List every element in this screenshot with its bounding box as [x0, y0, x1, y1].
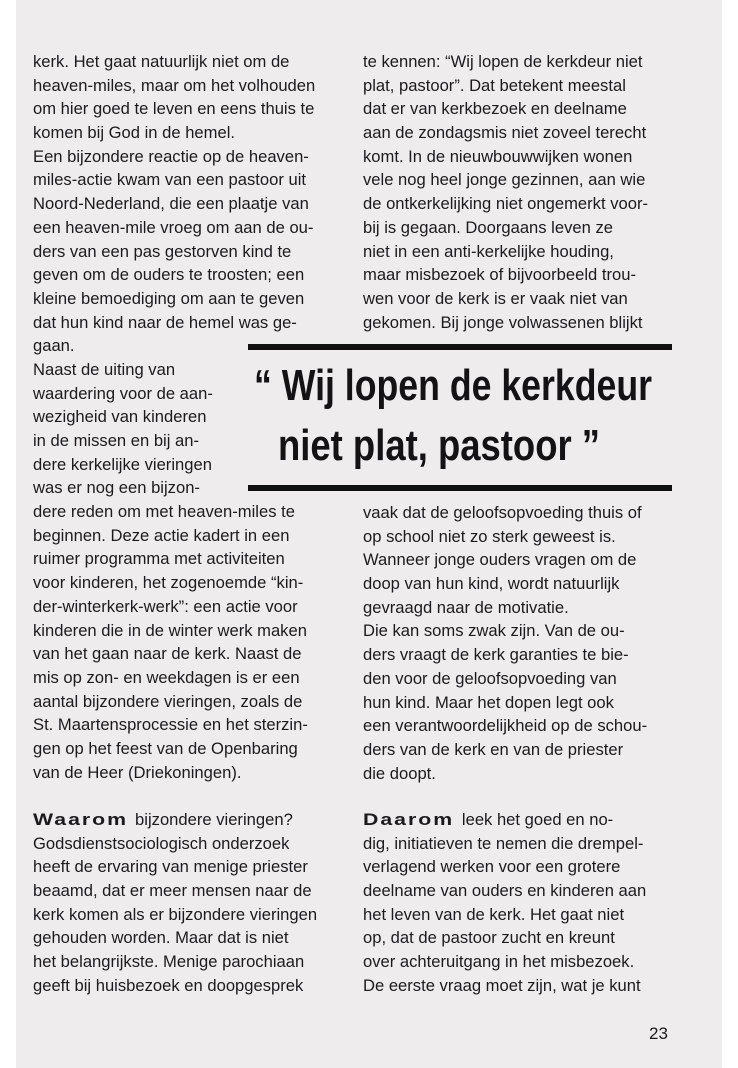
text-line: den voor de geloofsopvoeding van: [363, 668, 617, 688]
text-line: St. Maartensprocessie en het sterzin-: [33, 715, 308, 735]
text-line: verlagend werken voor een grotere: [363, 857, 621, 877]
text-line: ders van een pas gestorven kind te: [33, 241, 292, 261]
text-line: De eerste vraag moet zijn, wat je kunt: [363, 975, 641, 995]
text-line: doop van hun kind, wordt natuurlijk: [363, 574, 620, 594]
text-line: [363, 808, 646, 832]
text-line: hun kind. Maar het dopen legt ook: [363, 692, 614, 712]
text-line: wen voor de kerk is er vaak niet van: [363, 288, 628, 308]
pull-quote-bottom-rule: [248, 485, 672, 491]
text-line: vele nog heel jonge gezinnen, aan wie: [363, 170, 646, 190]
text-line: het leven van de kerk. Het gaat niet: [363, 904, 625, 924]
right-column-text: [363, 50, 648, 334]
text-line: Noord-Nederland, die een plaatje van: [33, 194, 309, 214]
text-line: gaan.: [33, 336, 75, 356]
text-line: kinderen die in de winter werk maken: [33, 620, 307, 640]
text-line: over achteruitgang in het misbezoek.: [363, 952, 635, 972]
pull-quote-top-rule: [248, 344, 672, 350]
text-line: een heaven-mile vroeg om aan de ou-: [33, 217, 314, 237]
text-line: heaven-miles, maar om het volhouden: [33, 75, 316, 95]
text-line: dat hun kind naar de hemel was ge-: [33, 312, 297, 332]
text-line: voor kinderen, het zogenoemde “kin-: [33, 573, 304, 593]
text-line: kleine bemoediging om aan te geven: [33, 288, 305, 308]
right-column-text-daarom: [363, 808, 646, 998]
right-column-text-continued: [363, 501, 647, 785]
page-number: 23: [649, 1024, 668, 1043]
text-line: kerk komen als er bijzondere vieringen: [33, 904, 318, 924]
text-line: dat er van kerkbezoek en deelname: [363, 99, 627, 119]
text-line: Godsdienstsociologisch onderzoek: [33, 833, 290, 853]
text-line: dig, initiatieven te nemen die drempel-: [363, 833, 644, 853]
text-line: dere kerkelijke vieringen: [33, 454, 212, 474]
text-line: wezigheid van kinderen: [33, 407, 207, 427]
text-line: deelname van ouders en kinderen aan: [363, 881, 647, 901]
text-line: ruimer programma met activiteiten: [33, 549, 285, 569]
pull-quote-line-1: “ Wij lopen de kerkdeur: [254, 361, 652, 410]
text-line: ders van de kerk en van de priester: [363, 739, 624, 759]
text-line: was er nog een bijzon-: [33, 478, 200, 498]
pull-quote-line-2: niet plat, pastoor ”: [278, 421, 600, 470]
text-line: niet in een anti-kerkelijke houding,: [363, 241, 614, 261]
text-line: waardering voor de aan-: [33, 383, 213, 403]
text-run: leek het goed en no-: [461, 810, 614, 829]
text-line: komen bij God in de hemel.: [33, 123, 236, 143]
text-line: in de missen en bij an-: [33, 431, 200, 450]
text-line: aan de zondagsmis niet zoveel terecht: [363, 123, 647, 143]
text-line: te kennen: “Wij lopen de kerkdeur niet: [363, 52, 643, 71]
text-line: van de Heer (Driekoningen).: [33, 762, 242, 782]
text-line: ders vraagt de kerk garanties te bie-: [363, 645, 629, 665]
text-line: van het gaan naar de kerk. Naast de: [33, 644, 302, 664]
left-column-text: [33, 50, 315, 784]
text-line: bij is gegaan. Doorgaans leven ze: [363, 217, 613, 237]
text-run: bijzondere vieringen?: [135, 810, 293, 829]
section-lead-word: Waarom: [33, 810, 129, 829]
text-line: de ontkerkelijking niet ongemerkt voor-: [363, 194, 649, 214]
text-line: die doopt.: [363, 763, 436, 783]
text-line: Een bijzondere reactie op de heaven-: [33, 146, 309, 166]
text-line: Naast de uiting van: [33, 359, 176, 379]
text-line: beginnen. Deze actie kadert in een: [33, 525, 290, 545]
text-line: plat, pastoor”. Dat betekent meestal: [363, 75, 626, 95]
text-line: vaak dat de geloofsopvoeding thuis of: [363, 503, 642, 522]
text-line: om hier goed te leven en eens thuis te: [33, 99, 315, 119]
text-line: der-winterkerk-werk”: een actie voor: [33, 596, 298, 616]
text-line: Wanneer jonge ouders vragen om de: [363, 550, 637, 570]
text-line: maar misbezoek of bijvoorbeeld trou-: [363, 265, 637, 285]
text-line: een verantwoordelijkheid op de schou-: [363, 716, 648, 736]
text-line: aantal bijzondere vieringen, zoals de: [33, 691, 303, 711]
text-line: [33, 808, 317, 832]
text-line: kerk. Het gaat natuurlijk niet om de: [33, 52, 290, 71]
text-line: op school niet zo sterk geweest is.: [363, 526, 616, 546]
text-line: beaamd, dat er meer mensen naar de: [33, 881, 312, 901]
text-line: het belangrijkste. Menige parochiaan: [33, 952, 305, 972]
text-line: heeft de ervaring van menige priester: [33, 857, 308, 877]
text-line: geeft bij huisbezoek en doopgesprek: [33, 975, 304, 995]
text-line: miles-actie kwam van een pastoor uit: [33, 170, 306, 190]
text-line: Die kan soms zwak zijn. Van de ou-: [363, 621, 625, 641]
text-line: gevraagd naar de motivatie.: [363, 597, 569, 617]
left-column-text-waarom: [33, 808, 317, 998]
text-line: komt. In de nieuwbouwwijken wonen: [363, 146, 633, 166]
text-line: gekomen. Bij jonge volwassenen blijkt: [363, 312, 643, 332]
text-line: op, dat de pastoor zucht en kreunt: [363, 928, 615, 948]
text-line: geven om de ouders te troosten; een: [33, 265, 305, 285]
text-line: mis op zon- en weekdagen is er een: [33, 667, 300, 687]
text-line: gen op het feest van de Openbaring: [33, 738, 298, 758]
text-line: dere reden om met heaven-miles te: [33, 502, 295, 522]
text-line: gehouden worden. Maar dat is niet: [33, 928, 289, 948]
section-lead-word: Daarom: [363, 810, 455, 829]
